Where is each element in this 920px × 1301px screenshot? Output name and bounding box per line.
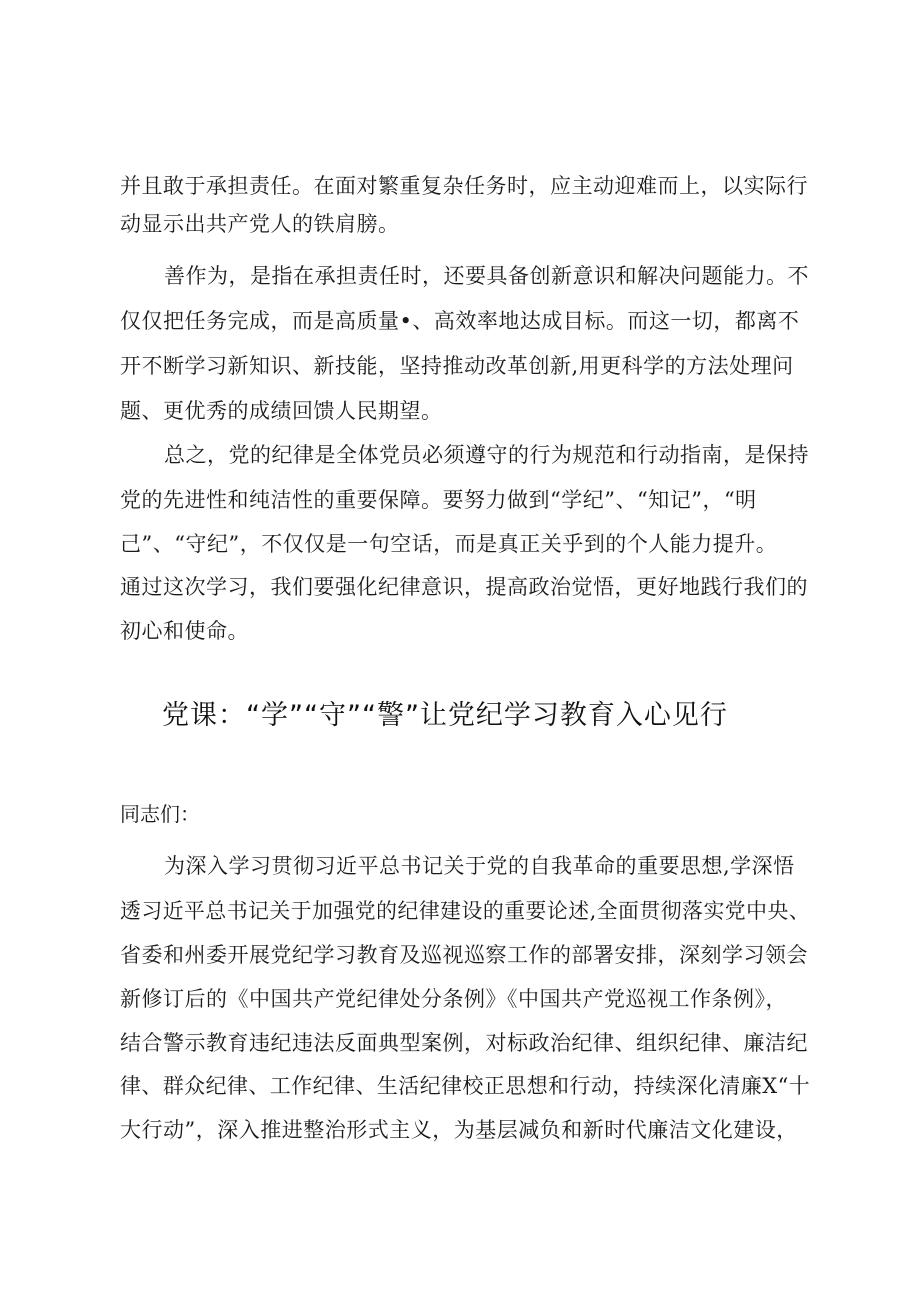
paragraph-line: 开不断学习新知识、新技能，坚持推动改革创新,用更科学的方法处理问 [120,354,794,378]
paragraph-line: 总之，党的纪律是全体党员必须遵守的行为规范和行动指南，是保持 [164,443,809,467]
paragraph-line: 透习近平总书记关于加强党的纪律建设的重要论述,全面贯彻落实党中央、 [120,899,811,923]
paragraph-line: 通过这次学习，我们要强化纪律意识，提高政治觉悟，更好地践行我们的 [120,575,808,599]
paragraph-line: 新修订后的《中国共产党纪律处分条例》《中国共产党巡视工作条例》， [120,987,787,1011]
paragraph-line: 善作为，是指在承担责任时，还要具备创新意识和解决问题能力。不 [164,264,809,288]
paragraph-line: 仅仅把任务完成，而是高质量•、高效率地达成目标。而这一切，都离不 [120,309,800,333]
salutation: 同志们： [120,802,200,826]
paragraph-line: 为深入学习贯彻习近平总书记关于党的自我革命的重要思想,学深悟 [164,854,795,878]
section-heading: 党课：“学”“守”“警”让党纪学习教育入心见行 [162,700,728,731]
paragraph-line: 题、更优秀的成绩回馈人民期望。 [120,399,443,423]
paragraph-line: 己”、“守纪”，不仅仅是一句空话，而是真正关乎到的个人能力提升。 [120,532,778,556]
paragraph-line: 律、群众纪律、工作纪律、生活纪律校正思想和行动，持续深化清廉X“十 [120,1074,811,1098]
paragraph-line: 大行动”，深入推进整治形式主义，为基层减负和新时代廉洁文化建设， [120,1118,798,1142]
paragraph-line: 党的先进性和纯洁性的重要保障。要努力做到“学纪”、“知记”，“明 [120,488,757,512]
paragraph-line: 结合警示教育违纪违法反面典型案例，对标政治纪律、组织纪律、廉洁纪 [120,1031,808,1055]
paragraph-line: 省委和州委开展党纪学习教育及巡视巡察工作的部署安排，深刻学习领会 [120,943,808,967]
paragraph-line: 并且敢于承担责任。在面对繁重复杂任务时，应主动迎难而上，以实际行 [120,174,808,198]
paragraph-line: 动显示出共产党人的铁肩膀。 [120,212,400,236]
paragraph-line: 初心和使命。 [120,619,249,643]
